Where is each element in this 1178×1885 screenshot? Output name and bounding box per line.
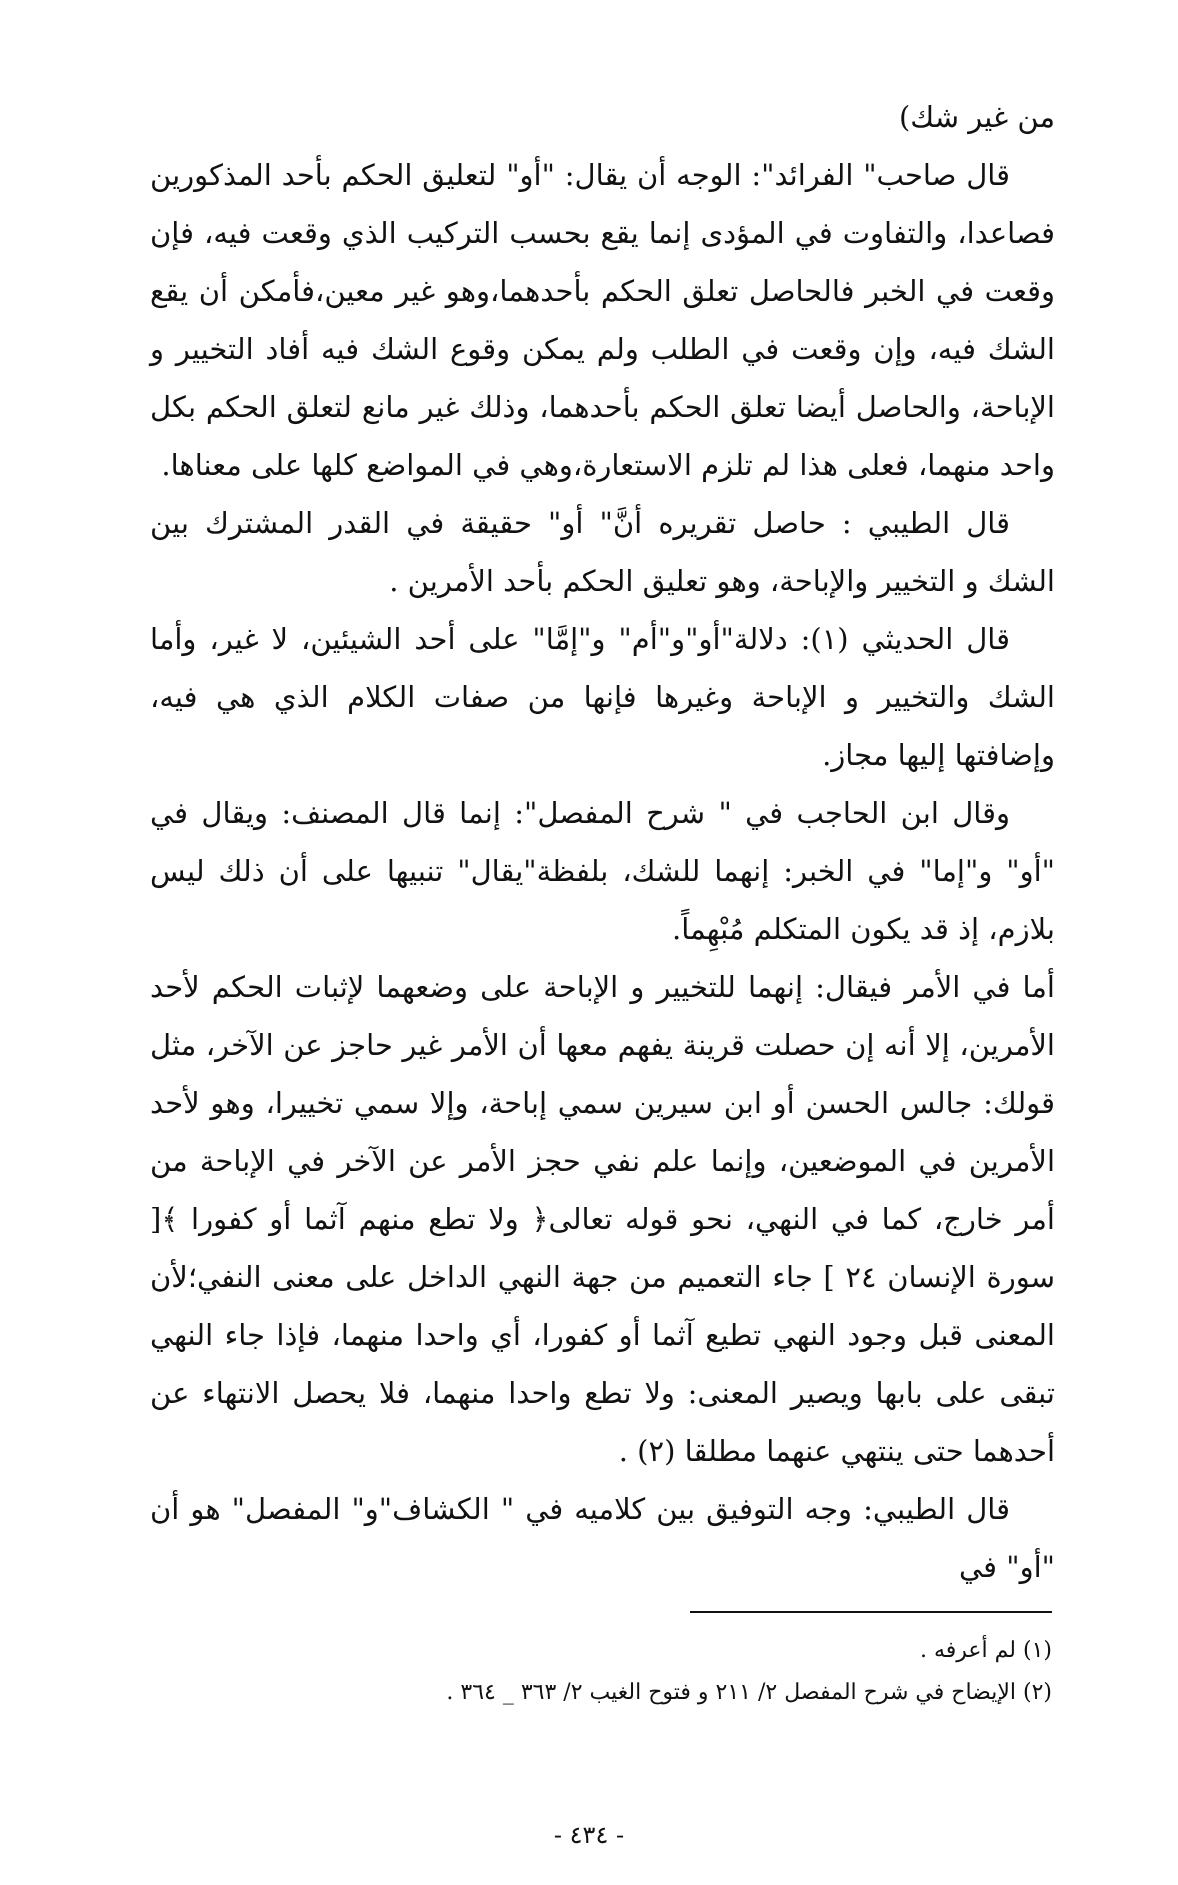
footnote-2: (٢) الإيضاح في شرح المفصل ٢/ ٢١١ و فتوح الغيب ٢/ ٣٦٣ _ ٣٦٤ . [446,1680,1052,1705]
paragraph-hadithi-quote: قال الحديثي (١): دلالة"أو"و"أم" و"إمَّا" على أحد الشيئين، لا غير، وأما الشك والتخيير و الإباحة وغيرها فإنها من صفات الكلام الذي هي فيه، وإضافتها إليها مجاز. [150,622,1055,772]
paragraph-tibi-reconciliation: قال الطيبي: وجه التوفيق بين كلاميه في " الكشاف"و" المفصل" هو أن "أو" في [150,1492,1055,1584]
footnote-separator [690,1611,1052,1613]
page-number: - ٤٣٤ - [553,1821,625,1849]
main-text [150,88,1055,1596]
footnotes [300,1630,1052,1714]
paragraph-ibn-hajib-quote: وقال ابن الحاجب في " شرح المفصل": إنما قال المصنف: ويقال في "أو" و"إما" في الخبر: إنهما للشك، بلفظة"يقال" تنبيها على أن ذلك ليس بلازم، إذ قد يكون المتكلم مُبْهِماً. [150,796,1055,946]
paragraph-continuation: من غير شك) [898,100,1055,134]
paragraph-command-discussion: أما في الأمر فيقال: إنهما للتخيير و الإباحة على وضعهما لإثبات الحكم لأحد الأمرين، إلا أنه إن حصلت قرينة يفهم معها أن الأمر غير حاجز عن الآخر، مثل قولك: جالس الحسن أو ابن سيرين سمي إباحة، وإلا سمي تخييرا، وهو لأحد الأمرين في الموضعين، وإنما علم نفي حجز الأمر عن الآخر في الإباحة من أمر خارج، كما في النهي، نحو قوله تعالى﴿ ولا تطع منهم آثما أو كفورا ﴾[ سورة الإنسان ٢٤ ] جاء التعميم من جهة النهي الداخل على معنى النفي؛لأن المعنى قبل وجود النهي تطيع آثما أو كفورا، أي واحدا منهما، فإذا جاء النهي تبقى على بابها ويصير المعنى: ولا تطع واحدا منهما، فلا يحصل الانتهاء عن أحدهما حتى ينتهي عنهما مطلقا (٢) . [150,970,1055,1468]
paragraph-tibi-quote: قال الطيبي : حاصل تقريره أنَّ" أو" حقيقة في القدر المشترك بين الشك و التخيير والإباحة، وهو تعليق الحكم بأحد الأمرين . [150,506,1055,598]
paragraph-faraid-quote: قال صاحب" الفرائد": الوجه أن يقال: "أو" لتعليق الحكم بأحد المذكورين فصاعدا، والتفاوت في المؤدى إنما يقع بحسب التركيب الذي وقعت فيه، فإن وقعت في الخبر فالحاصل تعلق الحكم بأحدهما،وهو غير معين،فأمكن أن يقع الشك فيه، وإن وقعت في الطلب ولم يمكن وقوع الشك فيه أفاد التخيير و الإباحة، والحاصل أيضا تعلق الحكم بأحدهما، وذلك غير مانع لتعلق الحكم بكل واحد منهما، فعلى هذا لم تلزم الاستعارة،وهي في المواضع كلها على معناها. [150,158,1055,482]
footnote-1: (١) لم أعرفه . [919,1638,1052,1663]
